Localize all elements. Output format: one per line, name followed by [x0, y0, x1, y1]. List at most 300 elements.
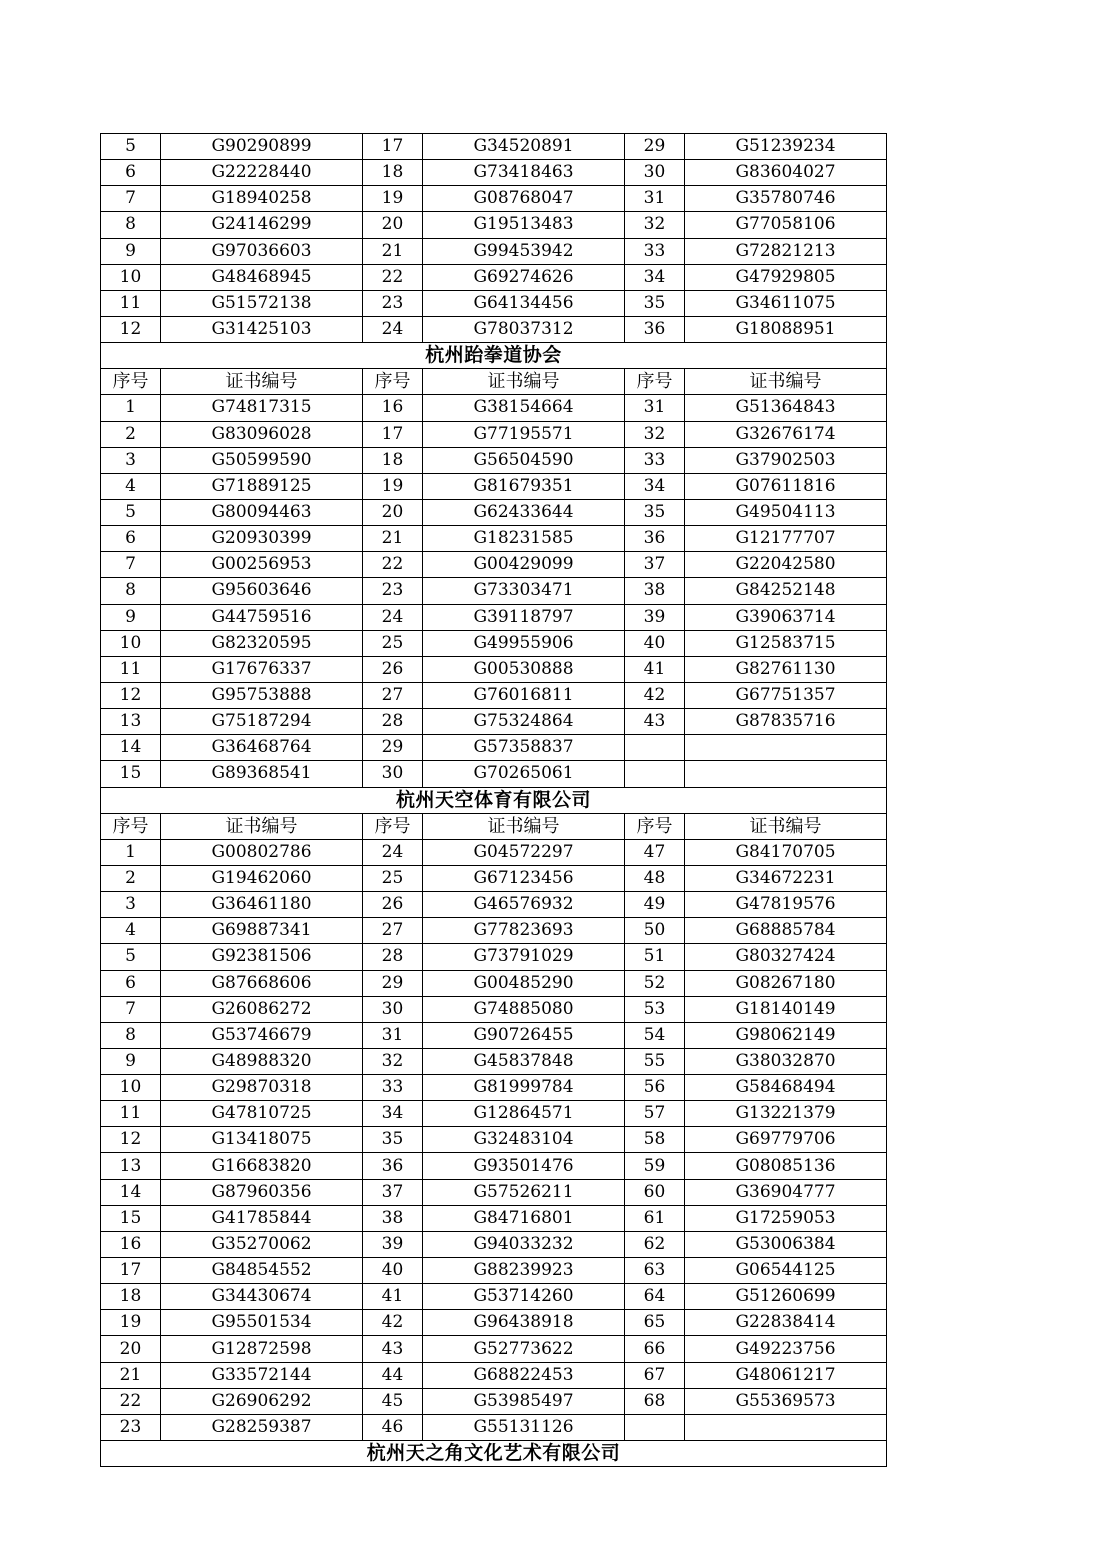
- cert-number-cell: G48988320: [161, 1048, 363, 1074]
- cert-number-cell: G31425103: [161, 316, 363, 342]
- seq-cell: 18: [101, 1284, 161, 1310]
- cert-number-cell: G62433644: [423, 499, 625, 525]
- cert-number-cell: G35780746: [685, 186, 887, 212]
- seq-cell: 20: [101, 1336, 161, 1362]
- cert-number-cell: G80094463: [161, 499, 363, 525]
- seq-cell: 28: [363, 709, 423, 735]
- seq-cell: 8: [101, 212, 161, 238]
- cert-number-cell: G34430674: [161, 1284, 363, 1310]
- cert-number-cell: G28259387: [161, 1414, 363, 1440]
- cert-number-cell: [685, 761, 887, 787]
- cert-number-cell: G77195571: [423, 421, 625, 447]
- cert-number-cell: G53714260: [423, 1284, 625, 1310]
- seq-cell: 55: [625, 1048, 685, 1074]
- seq-cell: 5: [101, 134, 161, 160]
- table-row: [101, 918, 887, 944]
- seq-cell: 22: [101, 1388, 161, 1414]
- seq-cell: 54: [625, 1022, 685, 1048]
- seq-cell: 36: [363, 1153, 423, 1179]
- seq-cell: 19: [101, 1310, 161, 1336]
- table-row: [101, 1362, 887, 1388]
- cert-number-cell: G18940258: [161, 186, 363, 212]
- cert-number-cell: G46576932: [423, 892, 625, 918]
- seq-cell: 6: [101, 160, 161, 186]
- seq-cell: 19: [363, 473, 423, 499]
- table-row: [101, 1075, 887, 1101]
- seq-cell: 11: [101, 290, 161, 316]
- seq-cell: 59: [625, 1153, 685, 1179]
- table-row: [101, 735, 887, 761]
- cert-number-cell: G36904777: [685, 1179, 887, 1205]
- table-row: [101, 1127, 887, 1153]
- table-row: [101, 1310, 887, 1336]
- seq-cell: 31: [625, 395, 685, 421]
- seq-cell: 36: [625, 316, 685, 342]
- seq-cell: 29: [363, 970, 423, 996]
- cert-number-cell: G73791029: [423, 944, 625, 970]
- seq-cell: 30: [625, 160, 685, 186]
- seq-cell: [625, 735, 685, 761]
- header-cert: 证书编号: [685, 813, 887, 839]
- seq-cell: 12: [101, 316, 161, 342]
- seq-cell: 24: [363, 316, 423, 342]
- cert-number-cell: G51364843: [685, 395, 887, 421]
- cert-number-cell: G07611816: [685, 473, 887, 499]
- cert-number-cell: G13221379: [685, 1101, 887, 1127]
- cert-number-cell: G13418075: [161, 1127, 363, 1153]
- cert-number-cell: G84170705: [685, 839, 887, 865]
- cert-number-cell: G38154664: [423, 395, 625, 421]
- cert-number-cell: G99453942: [423, 238, 625, 264]
- cert-number-cell: G78037312: [423, 316, 625, 342]
- cert-number-cell: G77058106: [685, 212, 887, 238]
- table-row: [101, 865, 887, 891]
- table-row: [101, 1414, 887, 1440]
- cert-number-cell: G06544125: [685, 1258, 887, 1284]
- seq-cell: 30: [363, 761, 423, 787]
- cert-number-cell: G69887341: [161, 918, 363, 944]
- cert-number-cell: G89368541: [161, 761, 363, 787]
- cert-number-cell: G49955906: [423, 630, 625, 656]
- seq-cell: 9: [101, 238, 161, 264]
- seq-cell: 44: [363, 1362, 423, 1388]
- cert-number-cell: G98062149: [685, 1022, 887, 1048]
- cert-number-cell: G36468764: [161, 735, 363, 761]
- cert-number-cell: G55369573: [685, 1388, 887, 1414]
- seq-cell: 6: [101, 526, 161, 552]
- section-title-row: [101, 343, 887, 369]
- seq-cell: 21: [363, 526, 423, 552]
- cert-number-cell: G32676174: [685, 421, 887, 447]
- seq-cell: 12: [101, 1127, 161, 1153]
- table-row: [101, 186, 887, 212]
- cert-number-cell: G08085136: [685, 1153, 887, 1179]
- header-cert: 证书编号: [685, 369, 887, 395]
- cert-number-cell: G18088951: [685, 316, 887, 342]
- seq-cell: 32: [363, 1048, 423, 1074]
- header-seq: 序号: [363, 813, 423, 839]
- cert-number-cell: G51572138: [161, 290, 363, 316]
- section-title: 杭州天空体育有限公司: [101, 787, 887, 813]
- seq-cell: 15: [101, 1205, 161, 1231]
- seq-cell: 12: [101, 682, 161, 708]
- seq-cell: 17: [363, 134, 423, 160]
- cert-number-cell: G48468945: [161, 264, 363, 290]
- seq-cell: 7: [101, 552, 161, 578]
- table-row: [101, 1022, 887, 1048]
- seq-cell: 24: [363, 604, 423, 630]
- seq-cell: 26: [363, 656, 423, 682]
- table-row: [101, 212, 887, 238]
- table-row: [101, 578, 887, 604]
- seq-cell: 30: [363, 996, 423, 1022]
- seq-cell: 34: [363, 1101, 423, 1127]
- seq-cell: 35: [625, 499, 685, 525]
- cert-number-cell: G12872598: [161, 1336, 363, 1362]
- cert-number-cell: G57526211: [423, 1179, 625, 1205]
- seq-cell: 18: [363, 160, 423, 186]
- seq-cell: 19: [363, 186, 423, 212]
- cert-number-cell: G75187294: [161, 709, 363, 735]
- table-row: [101, 1336, 887, 1362]
- cert-number-cell: G52773622: [423, 1336, 625, 1362]
- cert-number-cell: G48061217: [685, 1362, 887, 1388]
- seq-cell: 13: [101, 1153, 161, 1179]
- seq-cell: 28: [363, 944, 423, 970]
- cert-number-cell: G53985497: [423, 1388, 625, 1414]
- cert-number-cell: [685, 1414, 887, 1440]
- seq-cell: 62: [625, 1231, 685, 1257]
- table-row: [101, 316, 887, 342]
- cert-number-cell: G74817315: [161, 395, 363, 421]
- seq-cell: 14: [101, 735, 161, 761]
- seq-cell: 40: [625, 630, 685, 656]
- header-seq: 序号: [363, 369, 423, 395]
- cert-number-cell: G95501534: [161, 1310, 363, 1336]
- cert-number-cell: G76016811: [423, 682, 625, 708]
- seq-cell: 31: [625, 186, 685, 212]
- cert-number-cell: G08267180: [685, 970, 887, 996]
- seq-cell: 58: [625, 1127, 685, 1153]
- seq-cell: 65: [625, 1310, 685, 1336]
- seq-cell: 4: [101, 918, 161, 944]
- seq-cell: 61: [625, 1205, 685, 1231]
- cert-number-cell: G75324864: [423, 709, 625, 735]
- seq-cell: 68: [625, 1388, 685, 1414]
- table-row: [101, 709, 887, 735]
- seq-cell: 38: [363, 1205, 423, 1231]
- cert-number-cell: G00485290: [423, 970, 625, 996]
- seq-cell: 7: [101, 186, 161, 212]
- seq-cell: 10: [101, 630, 161, 656]
- table-row: [101, 761, 887, 787]
- cert-number-cell: G12177707: [685, 526, 887, 552]
- seq-cell: 53: [625, 996, 685, 1022]
- table-row: [101, 604, 887, 630]
- table-row: [101, 970, 887, 996]
- table-row: [101, 160, 887, 186]
- table-row: [101, 996, 887, 1022]
- table-row: [101, 1284, 887, 1310]
- cert-number-cell: G34611075: [685, 290, 887, 316]
- table-row: [101, 682, 887, 708]
- table-row: [101, 1205, 887, 1231]
- cert-number-cell: G18231585: [423, 526, 625, 552]
- seq-cell: 50: [625, 918, 685, 944]
- cert-number-cell: G22228440: [161, 160, 363, 186]
- cert-number-cell: G84854552: [161, 1258, 363, 1284]
- table-row: [101, 264, 887, 290]
- cert-number-cell: G37902503: [685, 447, 887, 473]
- cert-number-cell: G68822453: [423, 1362, 625, 1388]
- cert-number-cell: G55131126: [423, 1414, 625, 1440]
- cert-number-cell: G72821213: [685, 238, 887, 264]
- cert-number-cell: G47929805: [685, 264, 887, 290]
- cert-number-cell: G17259053: [685, 1205, 887, 1231]
- section-title: 杭州跆拳道协会: [101, 343, 887, 369]
- seq-cell: 39: [363, 1231, 423, 1257]
- cert-number-cell: G90726455: [423, 1022, 625, 1048]
- seq-cell: 57: [625, 1101, 685, 1127]
- seq-cell: 56: [625, 1075, 685, 1101]
- cert-number-cell: G87960356: [161, 1179, 363, 1205]
- cert-number-cell: G84716801: [423, 1205, 625, 1231]
- seq-cell: 1: [101, 395, 161, 421]
- cert-number-cell: G93501476: [423, 1153, 625, 1179]
- seq-cell: 63: [625, 1258, 685, 1284]
- seq-cell: 3: [101, 447, 161, 473]
- table-row: [101, 656, 887, 682]
- cert-number-cell: G64134456: [423, 290, 625, 316]
- seq-cell: 11: [101, 1101, 161, 1127]
- seq-cell: 23: [101, 1414, 161, 1440]
- cert-number-cell: G34520891: [423, 134, 625, 160]
- cert-number-cell: G68885784: [685, 918, 887, 944]
- seq-cell: 48: [625, 865, 685, 891]
- cert-number-cell: G56504590: [423, 447, 625, 473]
- cert-number-cell: G84252148: [685, 578, 887, 604]
- cert-number-cell: G12864571: [423, 1101, 625, 1127]
- seq-cell: 45: [363, 1388, 423, 1414]
- cert-number-cell: G08768047: [423, 186, 625, 212]
- cert-number-cell: G49223756: [685, 1336, 887, 1362]
- seq-cell: 11: [101, 656, 161, 682]
- seq-cell: 37: [363, 1179, 423, 1205]
- seq-cell: 51: [625, 944, 685, 970]
- seq-cell: 33: [363, 1075, 423, 1101]
- column-header-row: [101, 369, 887, 395]
- seq-cell: 17: [101, 1258, 161, 1284]
- seq-cell: 37: [625, 552, 685, 578]
- seq-cell: 22: [363, 552, 423, 578]
- table-row: [101, 499, 887, 525]
- cert-number-cell: G00530888: [423, 656, 625, 682]
- table-row: [101, 1388, 887, 1414]
- seq-cell: 43: [625, 709, 685, 735]
- cert-number-cell: G80327424: [685, 944, 887, 970]
- seq-cell: 8: [101, 578, 161, 604]
- cert-number-cell: G34672231: [685, 865, 887, 891]
- cert-number-cell: G82761130: [685, 656, 887, 682]
- cert-number-cell: G74885080: [423, 996, 625, 1022]
- header-cert: 证书编号: [423, 813, 625, 839]
- table-row: [101, 421, 887, 447]
- table-row: [101, 1101, 887, 1127]
- seq-cell: 33: [625, 238, 685, 264]
- cert-number-cell: G26906292: [161, 1388, 363, 1414]
- table-row: [101, 473, 887, 499]
- column-header-row: [101, 813, 887, 839]
- table-row: [101, 238, 887, 264]
- seq-cell: [625, 761, 685, 787]
- seq-cell: 32: [625, 212, 685, 238]
- cert-number-cell: G33572144: [161, 1362, 363, 1388]
- seq-cell: 14: [101, 1179, 161, 1205]
- certificate-table: [100, 133, 887, 1467]
- table-row: [101, 290, 887, 316]
- seq-cell: 15: [101, 761, 161, 787]
- cert-number-cell: G87835716: [685, 709, 887, 735]
- cert-number-cell: G22838414: [685, 1310, 887, 1336]
- header-seq: 序号: [101, 369, 161, 395]
- cert-number-cell: G49504113: [685, 499, 887, 525]
- seq-cell: 22: [363, 264, 423, 290]
- table-row: [101, 839, 887, 865]
- cert-number-cell: G69779706: [685, 1127, 887, 1153]
- seq-cell: 64: [625, 1284, 685, 1310]
- seq-cell: 47: [625, 839, 685, 865]
- cert-number-cell: G87668606: [161, 970, 363, 996]
- cert-number-cell: G67123456: [423, 865, 625, 891]
- cert-number-cell: G77823693: [423, 918, 625, 944]
- section-title-row: [101, 787, 887, 813]
- cert-number-cell: G82320595: [161, 630, 363, 656]
- seq-cell: 17: [363, 421, 423, 447]
- seq-cell: 29: [363, 735, 423, 761]
- seq-cell: 20: [363, 499, 423, 525]
- seq-cell: 7: [101, 996, 161, 1022]
- cert-number-cell: G90290899: [161, 134, 363, 160]
- table-row: [101, 630, 887, 656]
- cert-number-cell: G47819576: [685, 892, 887, 918]
- table-row: [101, 1231, 887, 1257]
- seq-cell: 25: [363, 865, 423, 891]
- table-row: [101, 892, 887, 918]
- table-row: [101, 1153, 887, 1179]
- cert-number-cell: G50599590: [161, 447, 363, 473]
- cert-number-cell: G20930399: [161, 526, 363, 552]
- seq-cell: 3: [101, 892, 161, 918]
- cert-number-cell: G81679351: [423, 473, 625, 499]
- cert-number-cell: [685, 735, 887, 761]
- cert-number-cell: G00429099: [423, 552, 625, 578]
- cert-number-cell: G04572297: [423, 839, 625, 865]
- cert-number-cell: G88239923: [423, 1258, 625, 1284]
- header-cert: 证书编号: [161, 813, 363, 839]
- table-row: [101, 1179, 887, 1205]
- cert-number-cell: G96438918: [423, 1310, 625, 1336]
- cert-number-cell: G18140149: [685, 996, 887, 1022]
- cert-number-cell: G19462060: [161, 865, 363, 891]
- seq-cell: 66: [625, 1336, 685, 1362]
- section-title-row: [101, 1441, 887, 1467]
- seq-cell: 1: [101, 839, 161, 865]
- seq-cell: 60: [625, 1179, 685, 1205]
- cert-number-cell: G94033232: [423, 1231, 625, 1257]
- seq-cell: 2: [101, 421, 161, 447]
- seq-cell: 26: [363, 892, 423, 918]
- cert-number-cell: G71889125: [161, 473, 363, 499]
- seq-cell: 49: [625, 892, 685, 918]
- seq-cell: 13: [101, 709, 161, 735]
- seq-cell: 34: [625, 264, 685, 290]
- cert-number-cell: G38032870: [685, 1048, 887, 1074]
- seq-cell: 35: [625, 290, 685, 316]
- header-seq: 序号: [625, 813, 685, 839]
- seq-cell: 38: [625, 578, 685, 604]
- table-row: [101, 552, 887, 578]
- seq-cell: 9: [101, 1048, 161, 1074]
- cert-number-cell: G41785844: [161, 1205, 363, 1231]
- table-row: [101, 1048, 887, 1074]
- cert-number-cell: G73303471: [423, 578, 625, 604]
- table-row: [101, 526, 887, 552]
- seq-cell: 5: [101, 944, 161, 970]
- cert-number-cell: G92381506: [161, 944, 363, 970]
- table-row: [101, 395, 887, 421]
- cert-number-cell: G53006384: [685, 1231, 887, 1257]
- cert-number-cell: G45837848: [423, 1048, 625, 1074]
- header-cert: 证书编号: [161, 369, 363, 395]
- cert-number-cell: G22042580: [685, 552, 887, 578]
- seq-cell: 39: [625, 604, 685, 630]
- table-row: [101, 944, 887, 970]
- cert-number-cell: G95753888: [161, 682, 363, 708]
- seq-cell: 2: [101, 865, 161, 891]
- cert-number-cell: G44759516: [161, 604, 363, 630]
- header-seq: 序号: [101, 813, 161, 839]
- cert-number-cell: G47810725: [161, 1101, 363, 1127]
- seq-cell: 42: [363, 1310, 423, 1336]
- header-seq: 序号: [625, 369, 685, 395]
- seq-cell: 32: [625, 421, 685, 447]
- cert-number-cell: G00802786: [161, 839, 363, 865]
- seq-cell: 21: [101, 1362, 161, 1388]
- seq-cell: 25: [363, 630, 423, 656]
- seq-cell: 33: [625, 447, 685, 473]
- cert-number-cell: G29870318: [161, 1075, 363, 1101]
- cert-number-cell: G17676337: [161, 656, 363, 682]
- cert-number-cell: G81999784: [423, 1075, 625, 1101]
- cert-number-cell: G83604027: [685, 160, 887, 186]
- cert-number-cell: G67751357: [685, 682, 887, 708]
- section-title: 杭州天之角文化艺术有限公司: [101, 1441, 887, 1467]
- seq-cell: 23: [363, 290, 423, 316]
- seq-cell: 5: [101, 499, 161, 525]
- seq-cell: 16: [101, 1231, 161, 1257]
- cert-number-cell: G53746679: [161, 1022, 363, 1048]
- table-row: [101, 134, 887, 160]
- header-cert: 证书编号: [423, 369, 625, 395]
- seq-cell: 23: [363, 578, 423, 604]
- seq-cell: 24: [363, 839, 423, 865]
- seq-cell: 67: [625, 1362, 685, 1388]
- seq-cell: 10: [101, 1075, 161, 1101]
- seq-cell: [625, 1414, 685, 1440]
- cert-number-cell: G70265061: [423, 761, 625, 787]
- seq-cell: 42: [625, 682, 685, 708]
- seq-cell: 41: [625, 656, 685, 682]
